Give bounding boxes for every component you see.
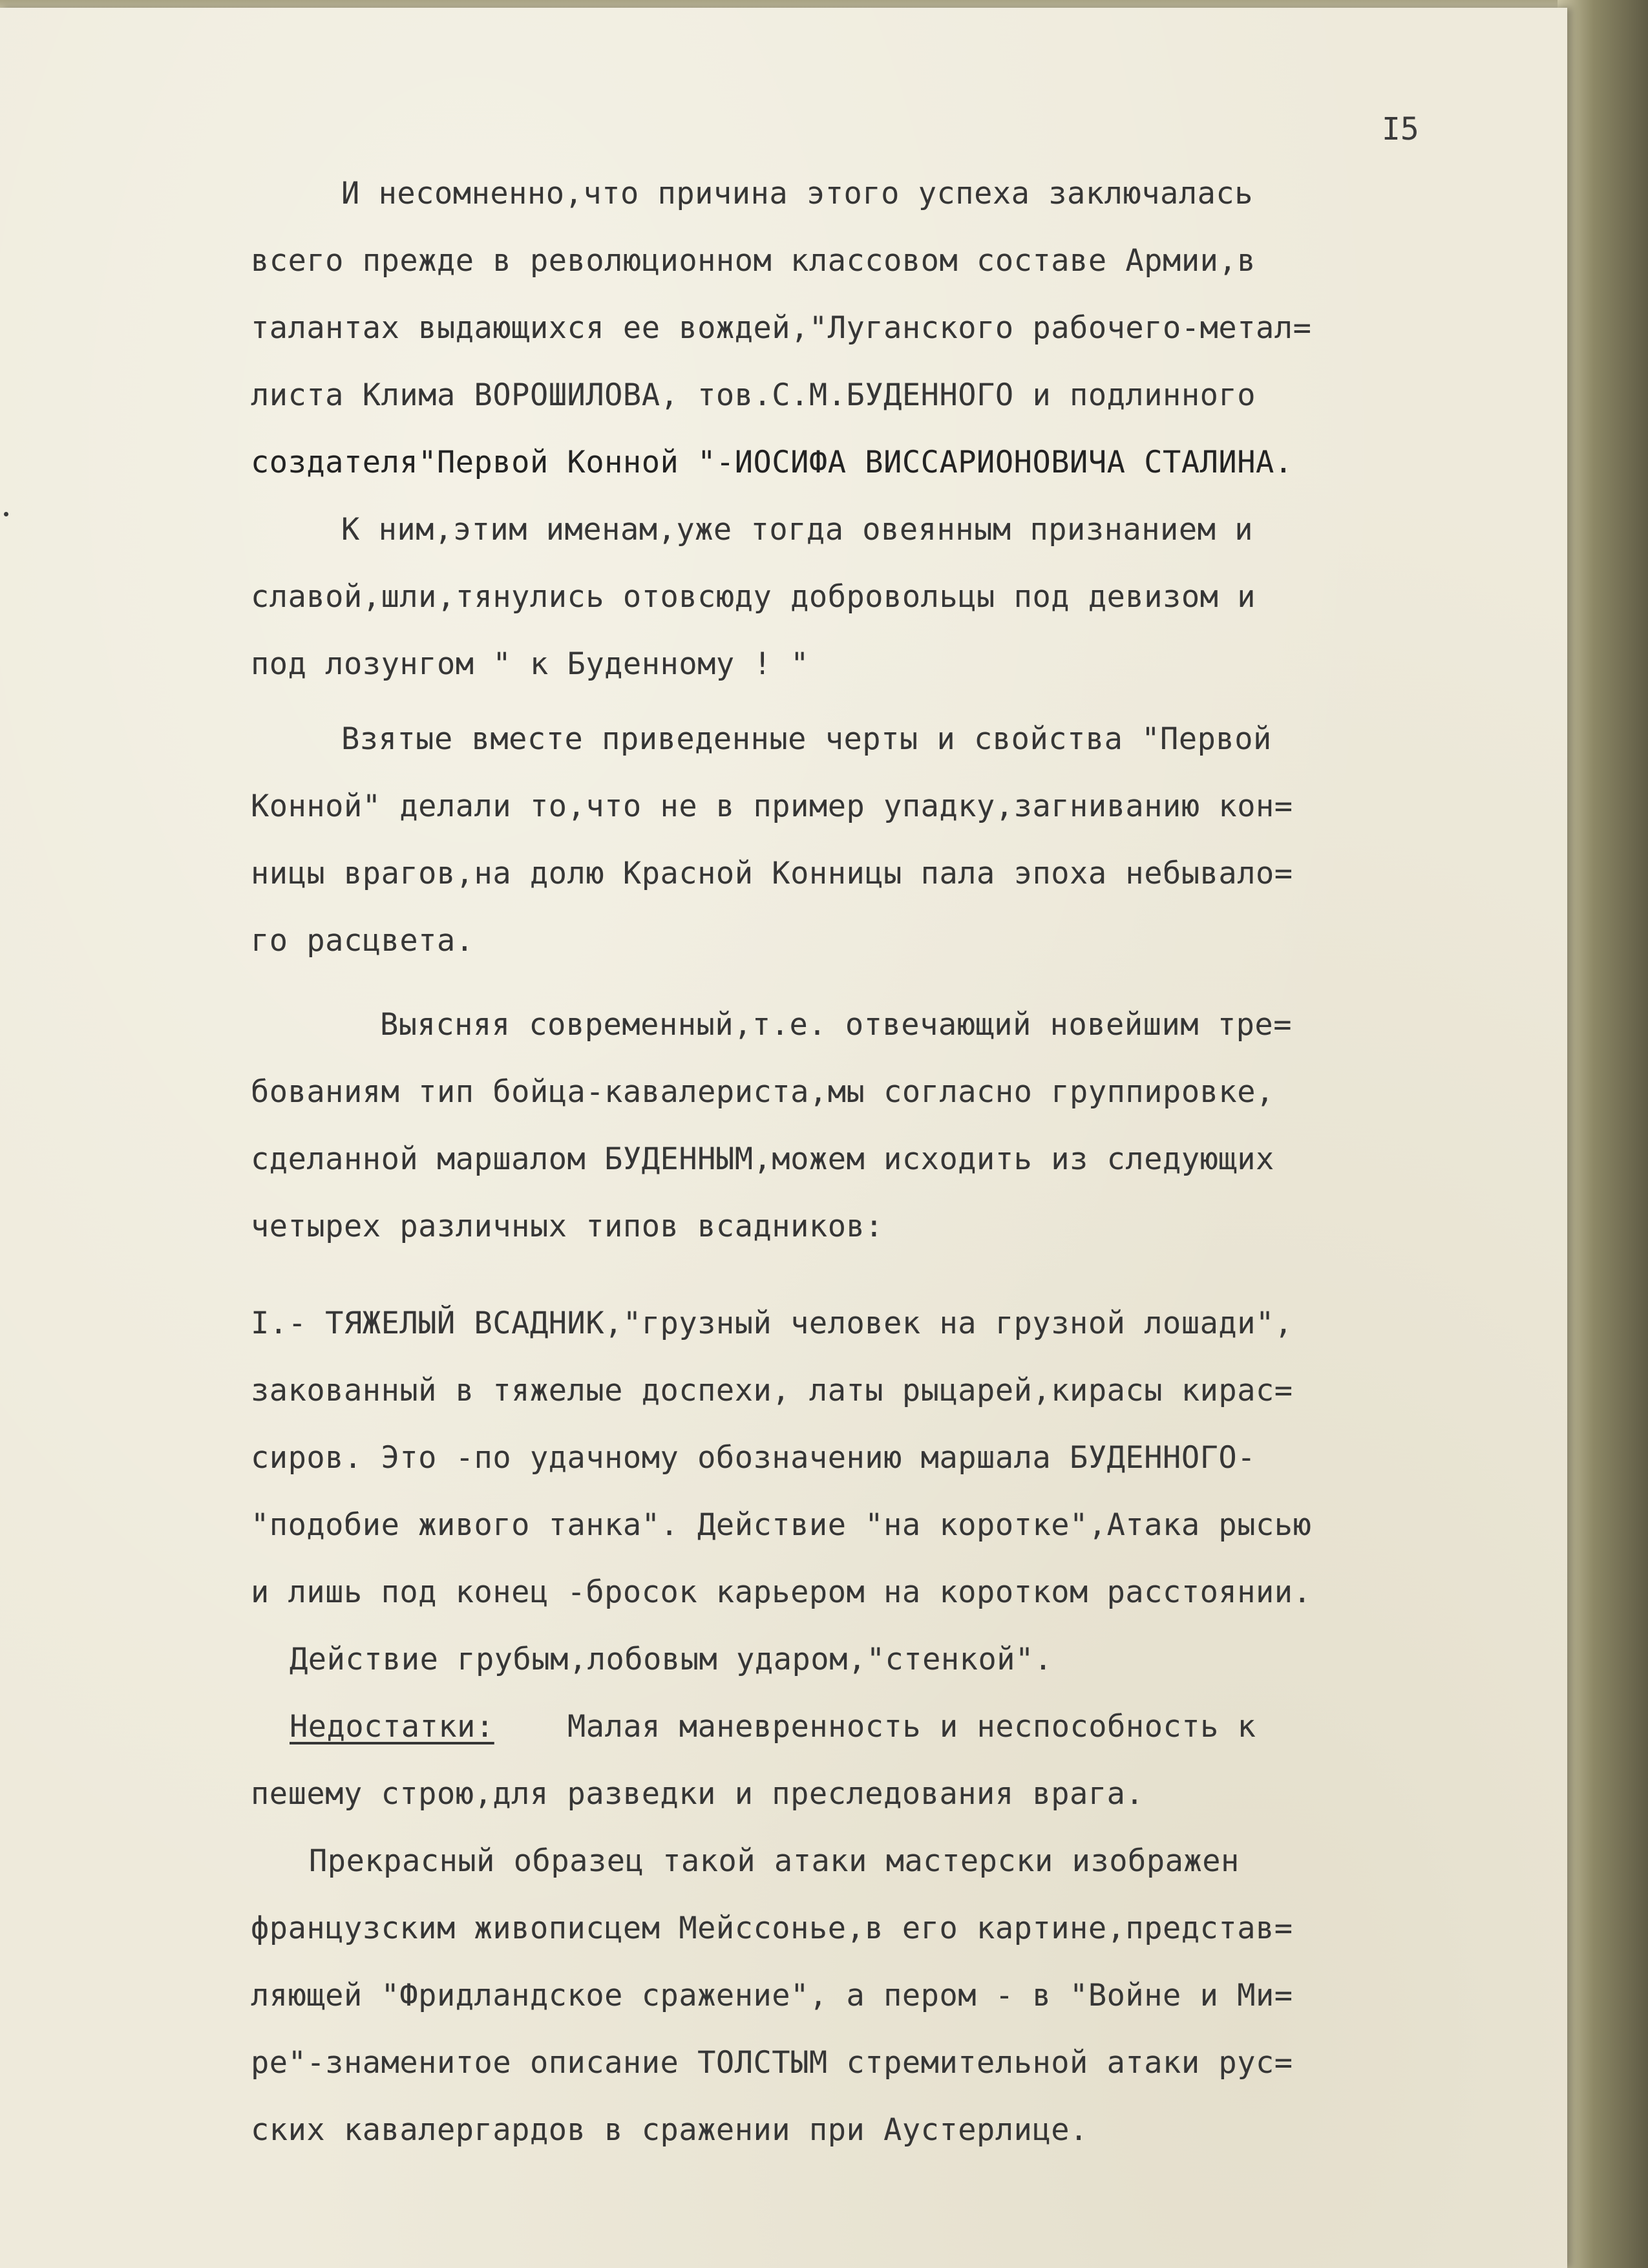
text-line-1: И несомненно,что причина этого успеха заключалась <box>341 176 1254 211</box>
text-line-24: пешему строю,для разведки и преследования врага. <box>251 1776 1145 1812</box>
shortcomings-label: Недостатки: <box>290 1709 494 1744</box>
text-line-25: Прекрасный образец такой атаки мастерски изображен <box>309 1843 1240 1879</box>
text-line-21: и лишь под конец -бросок карьером на коротком расстоянии. <box>251 1574 1312 1610</box>
text-line-2: всего прежде в революционном классовом составе Армии,в <box>251 243 1256 279</box>
text-line-19: сиров. Это -по удачному обозначению маршала БУДЕННОГО- <box>251 1440 1256 1476</box>
scan-right-edge <box>1558 0 1648 2268</box>
text-line-11: ницы врагов,на долю Красной Конницы пала эпоха небывало= <box>251 856 1293 891</box>
text-line-16: четырех различных типов всадников: <box>251 1209 884 1244</box>
text-line-3: талантах выдающихся ее вождей,"Луганского рабочего-метал= <box>251 310 1312 346</box>
text-line-9: Взятые вместе приведенные черты и свойства "Первой <box>341 721 1272 757</box>
text-line-7: славой,шли,тянулись отовсюду добровольцы под девизом и <box>251 579 1256 615</box>
typewritten-page <box>0 8 1567 2268</box>
text-line-6: К ним,этим именам,уже тогда овеянным признанием и <box>341 512 1254 547</box>
text-line-17: I.- ТЯЖЕЛЫЙ ВСАДНИК,"грузный человек на грузной лошади", <box>251 1306 1293 1341</box>
text-line-8: под лозунгом " к Буденному ! " <box>251 646 809 682</box>
text-line-5: создателя"Первой Конной "-ИОСИФА ВИССАРИОНОВИЧА СТАЛИНА. <box>251 445 1293 480</box>
text-line-13: Выясняя современный,т.е. отвечающий новейшим тре= <box>380 1007 1293 1043</box>
text-line-12: го расцвета. <box>251 923 474 959</box>
text-line-29: ских кавалергардов в сражении при Аустерлице. <box>251 2112 1088 2148</box>
text-line-28: ре"-знаменитое описание ТОЛСТЫМ стремительной атаки рус= <box>251 2045 1293 2081</box>
text-line-18: закованный в тяжелые доспехи, латы рыцарей,кирасы кирас= <box>251 1373 1293 1408</box>
text-line-10: Конной" делали то,что не в пример упадку,загниванию кон= <box>251 789 1293 824</box>
text-line-20: "подобие живого танка". Действие "на коротке",Атака рысью <box>251 1507 1312 1543</box>
margin-dot <box>4 512 8 516</box>
text-line-27: ляющей "Фридландское сражение", а пером - в "Войне и Ми= <box>251 1978 1293 2013</box>
text-line-4: листа Клима ВОРОШИЛОВА, тов.С.М.БУДЕННОГО и подлинного <box>251 377 1256 413</box>
text-line-23: Малая маневренность и неспособность к <box>567 1709 1256 1744</box>
page-number: I5 <box>1382 111 1419 147</box>
text-line-26: французским живописцем Мейссонье,в его картине,представ= <box>251 1911 1293 1946</box>
text-line-14: бованиям тип бойца-кавалериста,мы согласно группировке, <box>251 1074 1274 1110</box>
text-line-15: сделанной маршалом БУДЕННЫМ,можем исходить из следующих <box>251 1141 1274 1177</box>
text-line-22: Действие грубым,лобовым ударом,"стенкой". <box>290 1642 1053 1677</box>
